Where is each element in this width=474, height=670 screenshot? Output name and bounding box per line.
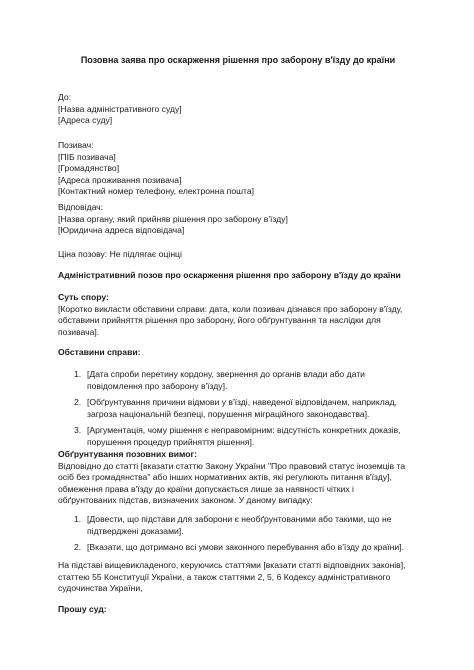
plaintiff-label: Позивач:	[58, 140, 94, 150]
plaintiff-contacts: [Контактний номер телефону, електронна пошта]	[58, 186, 255, 197]
list-item-text: [Обґрунтування причини відмови у в'їзді, наведеної відповідачем, наприклад,	[87, 397, 397, 408]
basis-line-1: На підставі вищевикладеного, керуючись статтями [вказати статті відповідних законів],	[58, 560, 406, 570]
basis-line-2: статтею 55 Конституції України, а також статтями 2, 5, 6 Кодексу адміністративного	[58, 571, 391, 582]
claim-price-text: Ціна позову: Не підлягає оцінці	[58, 249, 182, 259]
defendant-label: Відповідач:	[58, 202, 104, 212]
request-section	[58, 604, 418, 616]
claim-price	[58, 249, 418, 261]
list-item-text: порушення процедур прийняття рішення].	[87, 436, 255, 447]
circumstances-label: Обставини справи:	[58, 347, 141, 357]
list-item-number: 3.	[74, 425, 82, 436]
list-item-number: 2.	[74, 542, 82, 553]
claim-heading	[58, 270, 418, 282]
list-item-text: [Аргументація, чому рішення є неправомірним: відсутність конкретних доказів,	[87, 425, 401, 436]
plaintiff-name: [ПІБ позивача]	[58, 151, 116, 162]
court-block	[58, 92, 418, 127]
grounds-list	[58, 514, 418, 559]
list-item-text: повідомлення про заборону в'їзду].	[87, 380, 228, 391]
essence-line-3: позивача].	[58, 326, 100, 337]
request-label: Прошу суд:	[58, 604, 107, 614]
plaintiff-address: [Адреса проживання позивача]	[58, 174, 182, 185]
list-item	[58, 425, 418, 448]
grounds-line-4: обґрунтованих підстав, визначених законом. У даному випадку:	[58, 495, 313, 506]
grounds-line-1: Відповідно до статті [вказати статтю Закону України "Про правовий статус іноземців та	[58, 460, 406, 471]
list-item	[58, 369, 418, 392]
essence-section	[58, 292, 418, 338]
circumstances-section	[58, 347, 418, 359]
grounds-section	[58, 449, 418, 507]
defendant-block	[58, 202, 418, 237]
essence-line-1: [Коротко викласти обставини справи: дата, коли позивач дізнався про заборону в'їзду,	[58, 303, 403, 314]
circumstances-list	[58, 369, 418, 454]
list-item-number: 1.	[74, 514, 82, 524]
list-item-text: [Довести, що підстави для заборони є необґрунтованими або такими, що не	[87, 514, 392, 524]
court-address: [Адреса суду]	[58, 115, 113, 126]
list-item-text: [Дата спроби перетину кордону, звернення до органів влади або дати	[87, 369, 365, 379]
list-item	[58, 397, 418, 420]
basis-line-3: судочинства України,	[58, 583, 143, 594]
plaintiff-citizenship: [Громадянство]	[58, 163, 120, 174]
list-item-number: 2.	[74, 397, 82, 408]
claim-heading-text: Адміністративний позов про оскарження рішення про заборону в'їзду до країни	[58, 270, 401, 280]
defendant-name: [Назва органу, який прийняв рішення про заборону в'їзду]	[58, 213, 288, 224]
essence-line-2: обставини прийняття рішення про заборону, його обґрунтування та наслідки для	[58, 315, 381, 326]
list-item-text: [Вказати, що дотримано всі умови законного перебування або в'їзду до країни].	[87, 542, 404, 553]
court-name: [Назва адміністративного суду]	[58, 103, 182, 114]
document-title: Позовна заява про оскарження рішення про заборону в'їзду до країни	[80, 55, 396, 65]
grounds-line-2: осіб без громадянства" або інших нормативних актів, які регулюють питання в'їзду],	[58, 472, 392, 483]
list-item-text: підтверджені доказами].	[87, 525, 184, 536]
court-label: До:	[58, 92, 72, 102]
plaintiff-block	[58, 140, 418, 198]
list-item	[58, 542, 418, 554]
grounds-label: Обґрунтування позовних вимог:	[58, 449, 197, 459]
grounds-line-3: обмеження права в'їзду до країни допускається лише за наявності чітких і	[58, 483, 354, 494]
basis-section	[58, 560, 418, 595]
essence-label: Суть спору:	[58, 292, 109, 302]
list-item-number: 1.	[74, 369, 82, 379]
list-item	[58, 514, 418, 537]
defendant-address: [Юридична адреса відповідача]	[58, 225, 185, 236]
list-item-text: загроза національній безпеці, порушення міграційного законодавства].	[87, 408, 370, 419]
